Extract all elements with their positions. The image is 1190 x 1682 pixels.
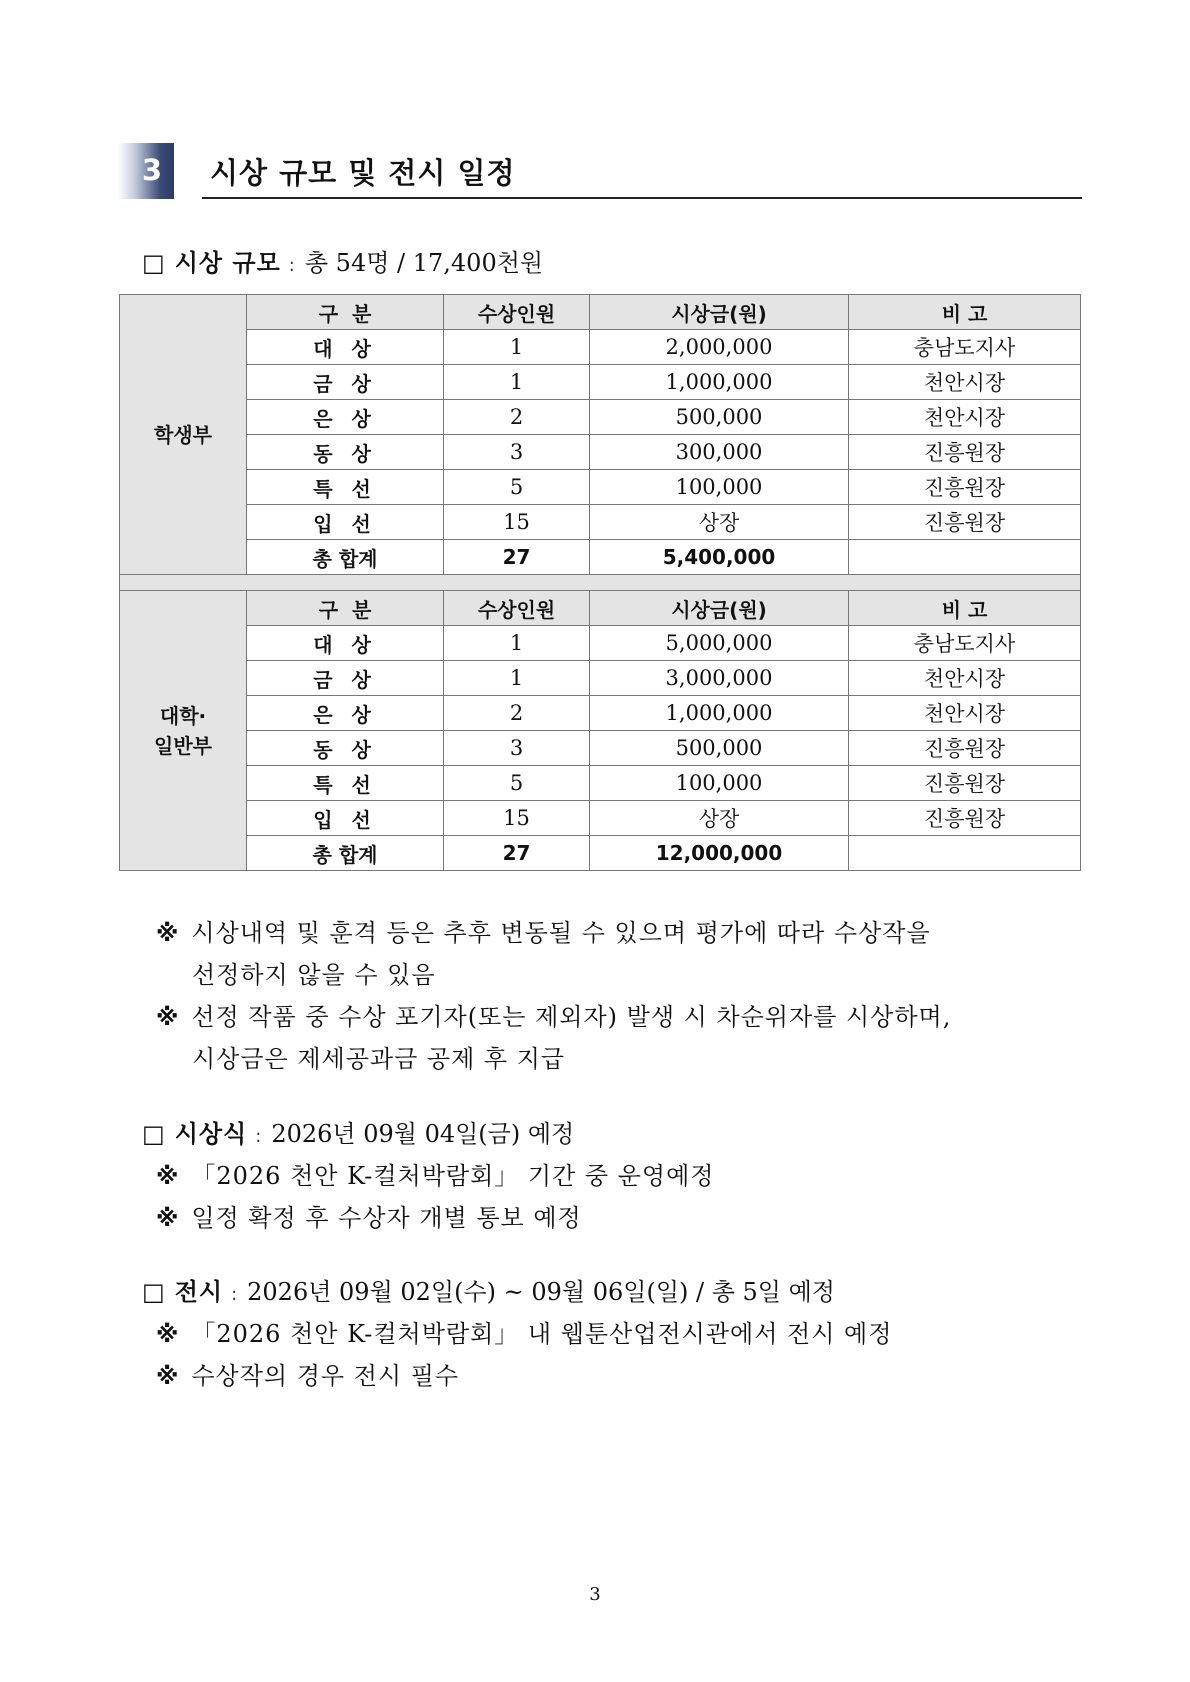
total-row — [120, 540, 1081, 575]
ceremony-value: 2026년 09월 04일(금) 예정 — [271, 1120, 575, 1148]
note-continuation: 시상금은 제세공과금 공제 후 지급 — [192, 1045, 566, 1073]
header-count: 수상인원 — [444, 295, 590, 330]
award-category: 동 상 — [247, 731, 444, 766]
award-note: 충남도지사 — [849, 626, 1081, 661]
total-count: 27 — [444, 540, 590, 575]
table-gap-row — [120, 575, 1081, 591]
award-prize: 100,000 — [590, 766, 849, 801]
section-underline — [202, 197, 1082, 199]
ceremony-label: 시상식 — [174, 1120, 248, 1148]
award-note: 진흥원장 — [849, 470, 1081, 505]
award-count: 15 — [444, 801, 590, 836]
award-note: 진흥원장 — [849, 766, 1081, 801]
award-prize: 100,000 — [590, 470, 849, 505]
group-cell-university-general — [120, 591, 247, 871]
award-note: 천안시장 — [849, 365, 1081, 400]
table-row — [120, 435, 1081, 470]
award-count: 5 — [444, 766, 590, 801]
total-row — [120, 836, 1081, 871]
note-text: 수상작의 경우 전시 필수 — [191, 1362, 460, 1390]
award-note: 천안시장 — [849, 696, 1081, 731]
note-continuation: 선정하지 않을 수 있음 — [192, 961, 436, 989]
table-row — [120, 696, 1081, 731]
award-category: 입 선 — [247, 801, 444, 836]
table-row — [120, 470, 1081, 505]
colon-separator: : — [288, 255, 295, 276]
award-prize: 상장 — [590, 505, 849, 540]
award-category: 금 상 — [247, 365, 444, 400]
note-item — [156, 913, 931, 948]
section-title: 시상 규모 및 전시 일정 — [210, 156, 516, 190]
award-prize: 상장 — [590, 801, 849, 836]
checkbox-icon: □ — [142, 1278, 165, 1306]
award-prize: 2,000,000 — [590, 330, 849, 365]
award-prize: 5,000,000 — [590, 626, 849, 661]
total-label: 총 합계 — [247, 540, 444, 575]
total-note — [849, 540, 1081, 575]
award-count: 1 — [444, 330, 590, 365]
header-prize: 시상금(원) — [590, 295, 849, 330]
note-text: 선정 작품 중 수상 포기자(또는 제외자) 발생 시 차순위자를 시상하며, — [191, 1003, 952, 1031]
table-header-row — [120, 591, 1081, 626]
reference-mark-icon: ※ — [156, 1322, 180, 1348]
group-label: 대학· 일반부 — [154, 703, 212, 758]
award-note: 천안시장 — [849, 400, 1081, 435]
section-heading — [118, 143, 1082, 199]
award-note: 충남도지사 — [849, 330, 1081, 365]
exhibition-line — [142, 1272, 835, 1307]
award-category: 은 상 — [247, 400, 444, 435]
scale-label: 시상 규모 — [174, 249, 281, 277]
colon-separator: : — [231, 1284, 238, 1305]
award-category: 대 상 — [247, 330, 444, 365]
table-row — [120, 400, 1081, 435]
award-count: 5 — [444, 470, 590, 505]
award-note: 진흥원장 — [849, 731, 1081, 766]
award-note: 천안시장 — [849, 661, 1081, 696]
award-count: 2 — [444, 400, 590, 435]
total-prize: 12,000,000 — [590, 836, 849, 871]
note-text: 「2026 천안 K-컬처박람회」 기간 중 운영예정 — [191, 1162, 715, 1190]
award-category: 동 상 — [247, 435, 444, 470]
note-text: 「2026 천안 K-컬처박람회」 내 웹툰산업전시관에서 전시 예정 — [191, 1320, 893, 1348]
prize-table — [119, 294, 1081, 871]
award-category: 입 선 — [247, 505, 444, 540]
award-count: 1 — [444, 626, 590, 661]
reference-mark-icon: ※ — [156, 1005, 180, 1031]
header-category: 구 분 — [247, 295, 444, 330]
award-note: 진흥원장 — [849, 505, 1081, 540]
note-item — [156, 997, 951, 1032]
header-prize: 시상금(원) — [590, 591, 849, 626]
note-text: 일정 확정 후 수상자 개별 통보 예정 — [191, 1204, 582, 1232]
table-row — [120, 505, 1081, 540]
total-count: 27 — [444, 836, 590, 871]
award-category: 특 선 — [247, 766, 444, 801]
header-count: 수상인원 — [444, 591, 590, 626]
reference-mark-icon: ※ — [156, 921, 180, 947]
group-cell-student: 학생부 — [120, 295, 247, 575]
ceremony-line — [142, 1114, 574, 1149]
checkbox-icon: □ — [142, 249, 165, 277]
award-prize: 3,000,000 — [590, 661, 849, 696]
table-row — [120, 661, 1081, 696]
award-category: 은 상 — [247, 696, 444, 731]
total-note — [849, 836, 1081, 871]
award-category: 금 상 — [247, 661, 444, 696]
award-prize: 1,000,000 — [590, 365, 849, 400]
award-category: 특 선 — [247, 470, 444, 505]
colon-separator: : — [255, 1126, 262, 1147]
award-prize: 500,000 — [590, 731, 849, 766]
checkbox-icon: □ — [142, 1120, 165, 1148]
award-count: 1 — [444, 365, 590, 400]
award-prize: 500,000 — [590, 400, 849, 435]
award-count: 2 — [444, 696, 590, 731]
award-count: 1 — [444, 661, 590, 696]
scale-value: 총 54명 / 17,400천원 — [304, 249, 544, 277]
award-prize: 1,000,000 — [590, 696, 849, 731]
total-prize: 5,400,000 — [590, 540, 849, 575]
exhibition-value: 2026년 09월 02일(수) ~ 09월 06일(일) / 총 5일 예정 — [247, 1278, 835, 1306]
table-row — [120, 731, 1081, 766]
page-number: 3 — [589, 1584, 601, 1605]
header-note: 비 고 — [849, 591, 1081, 626]
note-item — [156, 1314, 892, 1349]
table-row — [120, 626, 1081, 661]
award-count: 15 — [444, 505, 590, 540]
table-row — [120, 801, 1081, 836]
header-note: 비 고 — [849, 295, 1081, 330]
exhibition-label: 전시 — [174, 1278, 224, 1306]
table-header-row — [120, 295, 1081, 330]
total-label: 총 합계 — [247, 836, 444, 871]
table-row — [120, 330, 1081, 365]
award-note: 진흥원장 — [849, 801, 1081, 836]
reference-mark-icon: ※ — [156, 1164, 180, 1190]
award-count: 3 — [444, 731, 590, 766]
header-category: 구 분 — [247, 591, 444, 626]
table-row — [120, 766, 1081, 801]
note-item — [156, 1356, 459, 1391]
section-number: 3 — [141, 153, 163, 187]
award-count: 3 — [444, 435, 590, 470]
award-prize: 300,000 — [590, 435, 849, 470]
note-text: 시상내역 및 훈격 등은 추후 변동될 수 있으며 평가에 따라 수상작을 — [191, 919, 931, 947]
table-row — [120, 365, 1081, 400]
reference-mark-icon: ※ — [156, 1364, 180, 1390]
award-category: 대 상 — [247, 626, 444, 661]
reference-mark-icon: ※ — [156, 1206, 180, 1232]
note-item — [156, 1156, 714, 1191]
note-item — [156, 1198, 582, 1233]
scale-line — [142, 243, 543, 278]
award-note: 진흥원장 — [849, 435, 1081, 470]
